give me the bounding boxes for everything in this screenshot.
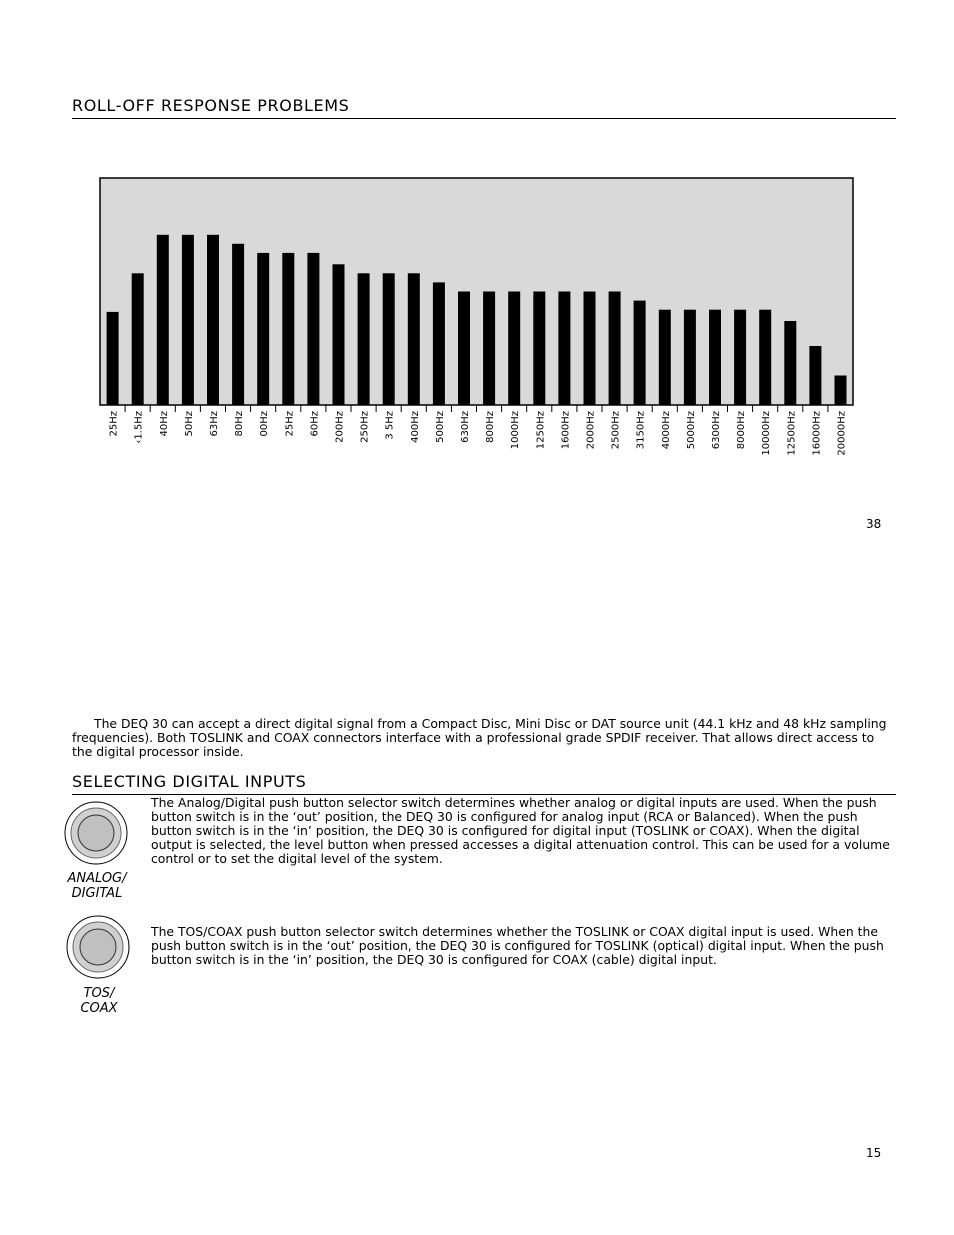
chart-bar [508, 292, 520, 406]
chart-bar [784, 321, 796, 405]
chart-tick-label: 16000Hz [811, 411, 823, 456]
chart-bar [809, 346, 821, 405]
chart-bar [282, 253, 294, 405]
tos-coax-label [59, 986, 139, 1016]
tos-coax-description: The TOS/COAX push button selector switch determines whether the TOSLINK or COAX digital input is used. When the push button switch is in the ‘out’ position, the DEQ 30 is configured for TOSLINK (optical) digital input. When the push button switch is in the ‘in’ position, the DEQ 30 is configured for COAX (cable) digital input. [151, 924, 884, 967]
chart-bar [182, 235, 194, 405]
chart-tick-label: 40Hz [158, 411, 170, 437]
chart-tick-label: 400Hz [409, 411, 421, 443]
chart-tick-label: 25Hz [284, 411, 296, 437]
chart-bar [659, 310, 671, 405]
chart-bar [734, 310, 746, 405]
chart-tick-label: 500Hz [434, 411, 446, 443]
push-button-icon [65, 914, 131, 980]
chart-tick-label: 80Hz [234, 411, 246, 437]
chart-bar [483, 292, 495, 406]
chart-bar [333, 264, 345, 405]
chart-tick-label: 3150Hz [635, 411, 647, 450]
chart-tick-label: 60Hz [309, 411, 321, 437]
section-heading-roll-off: ROLL-OFF RESPONSE PROBLEMS [72, 96, 896, 119]
chart-tick-label: 5000Hz [685, 411, 697, 450]
chart-tick-label: 1000Hz [510, 411, 522, 450]
chart-tick-label: 12500Hz [786, 411, 798, 456]
chart-tick-label: 800Hz [485, 411, 497, 443]
figure-number: 38 [866, 517, 882, 531]
section-heading-digital-inputs: SELECTING DIGITAL INPUTS [72, 772, 896, 795]
chart-tick-label: 1600Hz [560, 411, 572, 450]
chart-bar [257, 253, 269, 405]
push-button-icon [63, 800, 129, 866]
chart-bar [132, 273, 144, 405]
chart-tick-label: ‹1.5Hz [133, 411, 145, 444]
chart-bar [157, 235, 169, 405]
intro-paragraph: The DEQ 30 can accept a direct digital signal from a Compact Disc, Mini Disc or DAT source unit (44.1 kHz and 48 kHz sampling frequencies). Both TOSLINK and COAX connectors interface with a professional grade SPDIF receiver. That allows direct access to the digital processor inside. [72, 716, 887, 759]
chart-bar [307, 253, 319, 405]
page-number: 15 [866, 1146, 882, 1160]
chart-bar [433, 282, 445, 405]
chart-bar [584, 292, 596, 406]
chart-bar [107, 312, 119, 405]
chart-bar [458, 292, 470, 406]
chart-bar [207, 235, 219, 405]
label-line: TOS/ [83, 986, 115, 1001]
chart-tick-label: 2500Hz [610, 411, 622, 450]
label-line: DIGITAL [71, 886, 123, 901]
chart-tick-label: 25Hz [108, 411, 120, 437]
analog-digital-description: The Analog/Digital push button selector switch determines whether analog or digital inputs are used. When the push button switch is in the ‘out’ position, the DEQ 30 is configured for analog input (RCA or Balanced). When the push button switch is in the ‘in’ position, the DEQ 30 is configured for digital input (TOSLINK or COAX). When the digital output is selected, the level button when pressed accesses a digital attenuation control. This can be used for a volume control or to set the digital level of the system. [151, 795, 890, 866]
chart-bar [684, 310, 696, 405]
chart-bar [759, 310, 771, 405]
chart-bar [358, 273, 370, 405]
chart-bar [533, 292, 545, 406]
chart-tick-label: 4000Hz [660, 411, 672, 450]
chart-bar [558, 292, 570, 406]
chart-bar [383, 273, 395, 405]
chart-tick-label: 3 5Hz [384, 411, 396, 440]
chart-bar [408, 273, 420, 405]
chart-tick-label: 630Hz [460, 411, 471, 443]
chart-bar [835, 376, 847, 406]
chart-tick-label: 2000Hz [585, 411, 597, 450]
label-line: COAX [80, 1001, 118, 1016]
roll-off-bar-chart [98, 176, 858, 472]
chart-tick-label: 1250Hz [535, 411, 547, 450]
chart-tick-label: 10000Hz [761, 411, 773, 456]
label-line: ANALOG/ [67, 871, 127, 886]
chart-bar [634, 301, 646, 405]
chart-tick-label: 8000Hz [736, 411, 748, 450]
chart-tick-label: 200Hz [334, 411, 346, 443]
chart-tick-label: 6300Hz [711, 411, 722, 450]
chart-tick-label: 63Hz [209, 411, 220, 437]
chart-bar [609, 292, 621, 406]
chart-tick-label: 250Hz [359, 411, 371, 443]
chart-bar [709, 310, 721, 405]
analog-digital-label [57, 871, 137, 901]
chart-tick-label: 50Hz [183, 411, 195, 437]
chart-tick-label: 00Hz [259, 411, 271, 437]
chart-bar [232, 244, 244, 405]
chart-tick-label: 20000Hz [836, 411, 848, 456]
